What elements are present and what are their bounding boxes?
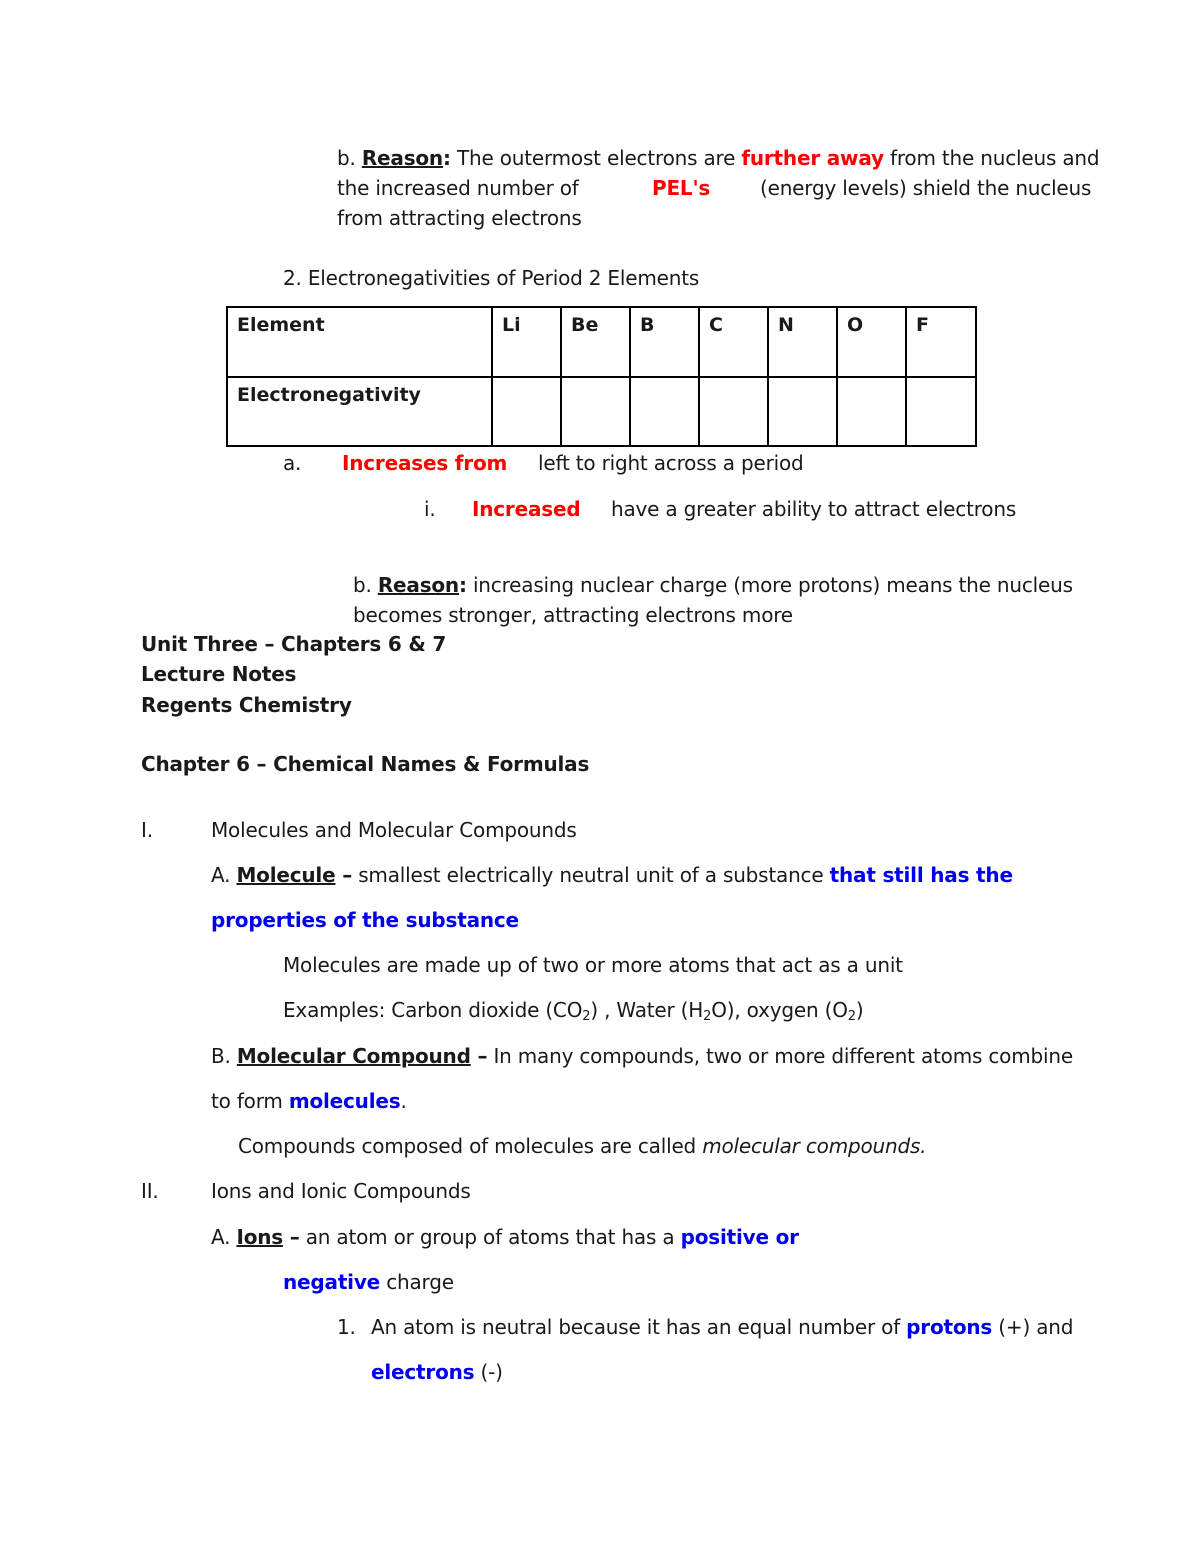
highlight-protons: protons [906, 1315, 993, 1339]
text: smallest electrically neutral unit of a substance [352, 863, 830, 887]
element-o: O [837, 307, 906, 377]
item-letter: a. [283, 451, 302, 475]
subscript: 2 [847, 1009, 856, 1024]
value-f [906, 377, 976, 447]
term-molecular-compounds: molecular compounds. [702, 1134, 927, 1158]
subscript: 2 [582, 1009, 591, 1024]
neutral-atom-line [371, 1315, 1073, 1339]
item-letter: b. [353, 573, 372, 597]
highlight-molecules: molecules [288, 1089, 401, 1113]
text: An atom is neutral because it has an equal number of [371, 1315, 907, 1339]
dash: – [283, 1225, 300, 1249]
trend-sub-text: have a greater ability to attract electrons [611, 497, 1017, 521]
examples-line [283, 998, 863, 1022]
text: Carbon dioxide (CO [385, 998, 583, 1022]
text: (-) [474, 1360, 503, 1384]
item-number: i. [424, 497, 436, 521]
text: to form [211, 1089, 289, 1113]
table-row [227, 307, 976, 377]
text: The outermost electrons are [450, 146, 742, 170]
electronegativity-table [226, 306, 977, 447]
molecule-definition [211, 863, 1013, 887]
reason-line-3: from attracting electrons [337, 206, 582, 230]
highlight-increases-from: Increases from [342, 451, 508, 475]
en-heading: 2. Electronegativities of Period 2 Elements [283, 266, 700, 290]
chapter-title: Chapter 6 – Chemical Names & Formulas [141, 752, 590, 776]
section-number: I. [141, 818, 153, 842]
unit-title: Unit Three – Chapters 6 & 7 [141, 632, 447, 656]
text: Compounds composed of molecules are called [238, 1134, 703, 1158]
text: from the nucleus and [883, 146, 1100, 170]
text: increasing nuclear charge (more protons) means the nucleus [466, 573, 1073, 597]
reason-label: Reason [377, 573, 459, 597]
examples-label: Examples: [283, 998, 386, 1022]
value-n [768, 377, 837, 447]
highlight-still-has: that still has the [829, 863, 1013, 887]
text: charge [380, 1270, 454, 1294]
ions-definition [211, 1225, 799, 1249]
lecture-notes: Lecture Notes [141, 662, 297, 686]
value-c [699, 377, 768, 447]
row-label-element: Element [227, 307, 492, 377]
molecular-compound-definition [211, 1044, 1073, 1068]
compounds-composed-line [238, 1134, 926, 1158]
reason-line-2-a: the increased number of [337, 176, 579, 200]
trend-text: left to right across a period [538, 451, 804, 475]
highlight-properties: properties of the substance [211, 908, 519, 932]
highlight-further-away: further away [741, 146, 884, 170]
text: In many compounds, two or more different atoms combine [487, 1044, 1073, 1068]
section-title: Molecules and Molecular Compounds [211, 818, 577, 842]
item-letter: A. [211, 1225, 231, 1249]
reason-line-2-b: (energy levels) shield the nucleus [760, 176, 1092, 200]
element-b: B [630, 307, 699, 377]
value-li [492, 377, 561, 447]
ions-line-2 [283, 1270, 454, 1294]
element-n: N [768, 307, 837, 377]
course-name: Regents Chemistry [141, 693, 352, 717]
highlight-electrons: electrons [371, 1360, 475, 1384]
element-c: C [699, 307, 768, 377]
subscript: 2 [703, 1009, 712, 1024]
text: ) [855, 998, 864, 1022]
colon: : [442, 146, 451, 170]
highlight-positive-or: positive or [680, 1225, 799, 1249]
dash: – [470, 1044, 488, 1068]
row-label-electronegativity: Electronegativity [227, 377, 492, 447]
section-number: II. [141, 1179, 159, 1203]
neutral-atom-line-2 [371, 1360, 503, 1384]
section-title: Ions and Ionic Compounds [211, 1179, 471, 1203]
text: (+) and [992, 1315, 1074, 1339]
text: O), oxygen (O [711, 998, 848, 1022]
item-letter: A. [211, 863, 231, 887]
highlight-increased: Increased [472, 497, 581, 521]
text: an atom or group of atoms that has a [299, 1225, 681, 1249]
reason2-line-2: becomes stronger, attracting electrons more [353, 603, 793, 627]
colon: : [458, 573, 467, 597]
reason-line-1 [337, 146, 1099, 170]
molecules-made-of: Molecules are made up of two or more atoms that act as a unit [283, 953, 903, 977]
item-letter: b. [337, 146, 356, 170]
reason2-line-1 [353, 573, 1073, 597]
dash: – [335, 863, 353, 887]
item-number: 1. [337, 1315, 356, 1339]
element-f: F [906, 307, 976, 377]
term-molecule: Molecule [236, 863, 336, 887]
value-o [837, 377, 906, 447]
value-be [561, 377, 630, 447]
element-li: Li [492, 307, 561, 377]
term-ions: Ions [236, 1225, 283, 1249]
text: ) , Water (H [590, 998, 704, 1022]
value-b [630, 377, 699, 447]
text: . [400, 1089, 407, 1113]
reason-label: Reason [361, 146, 443, 170]
term-molecular-compound: Molecular Compound [236, 1044, 471, 1068]
highlight-negative: negative [283, 1270, 381, 1294]
table-row [227, 377, 976, 447]
highlight-pels: PEL's [652, 176, 711, 200]
item-letter: B. [211, 1044, 231, 1068]
element-be: Be [561, 307, 630, 377]
molecular-compound-line-2 [211, 1089, 407, 1113]
